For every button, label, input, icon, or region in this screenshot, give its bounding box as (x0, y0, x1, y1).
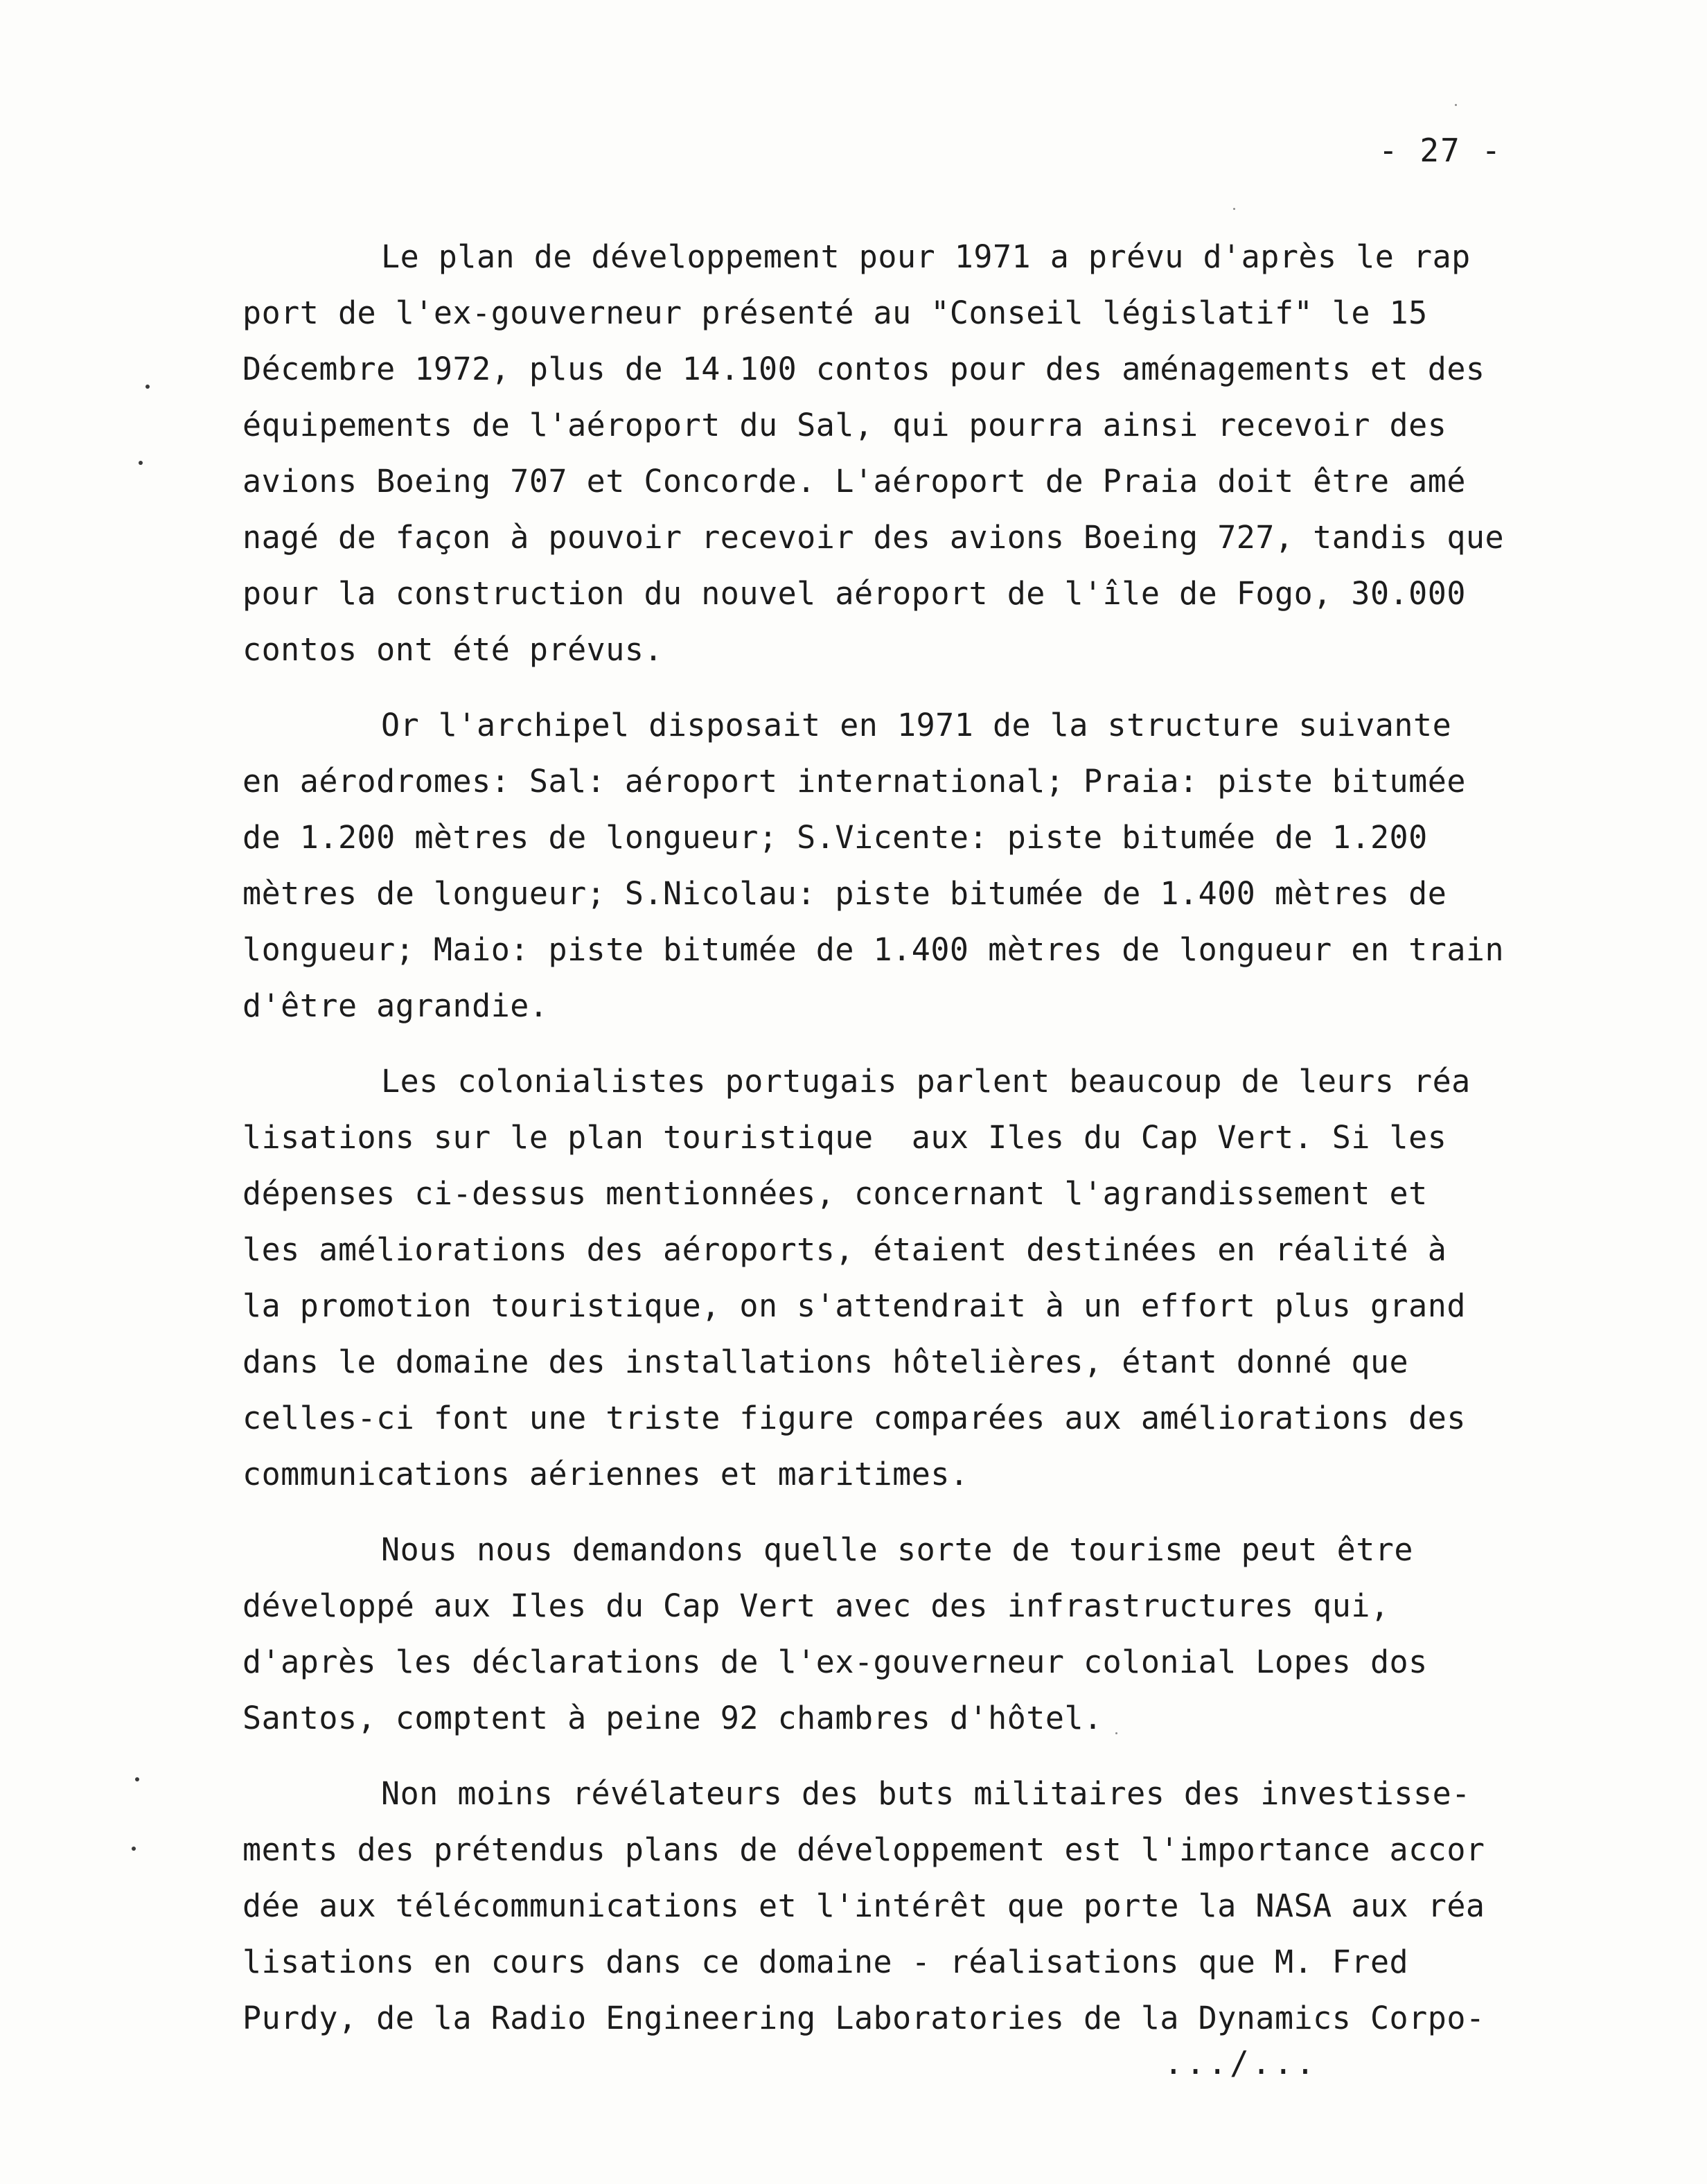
text-line: développé aux Iles du Cap Vert avec des infrastructures qui, (242, 1587, 1390, 1624)
text-line: mètres de longueur; S.Nicolau: piste bitumée de 1.400 mètres de (242, 875, 1447, 912)
text-line: dans le domaine des installations hôtelières, étant donné que (242, 1344, 1409, 1380)
text-line: contos ont été prévus. (242, 631, 664, 668)
paragraph-aerodromes (242, 697, 1600, 1034)
text-line: Non moins révélateurs des buts militaires des investisse- (381, 1775, 1471, 1812)
text-line: nagé de façon à pouvoir recevoir des avions Boeing 727, tandis que (242, 519, 1505, 556)
text-line: celles-ci font une triste figure comparées aux améliorations des (242, 1400, 1466, 1436)
text-line: Décembre 1972, plus de 14.100 contos pour des aménagements et des (242, 351, 1485, 387)
text-line: avions Boeing 707 et Concorde. L'aéroport de Praia doit être amé (242, 463, 1466, 500)
margin-dot (145, 385, 150, 389)
scan-speck (1115, 1732, 1117, 1734)
text-line: d'être agrandie. (242, 987, 549, 1024)
text-line: lisations sur le plan touristique aux Iles du Cap Vert. Si les (242, 1119, 1447, 1156)
text-line: Le plan de développement pour 1971 a prévu d'après le rap (381, 238, 1471, 275)
scan-speck (1455, 104, 1457, 106)
text-line: dée aux télécommunications et l'intérêt que porte la NASA aux réa (242, 1887, 1485, 1924)
text-line: de 1.200 mètres de longueur; S.Vicente: piste bitumée de 1.200 (242, 819, 1428, 856)
page-number: - 27 - (1379, 132, 1503, 169)
text-line: d'après les déclarations de l'ex-gouverneur colonial Lopes dos (242, 1644, 1428, 1680)
text-line: ments des prétendus plans de développement est l'importance accor (242, 1831, 1485, 1868)
text-line: pour la construction du nouvel aéroport de l'île de Fogo, 30.000 (242, 575, 1466, 612)
text-line: équipements de l'aéroport du Sal, qui pourra ainsi recevoir des (242, 407, 1447, 443)
text-line: en aérodromes: Sal: aéroport international; Praia: piste bitumée (242, 763, 1466, 800)
document-body (242, 229, 1600, 2066)
text-line: Santos, comptent à peine 92 chambres d'hôtel. (242, 1700, 1103, 1736)
text-line: les améliorations des aéroports, étaient destinées en réalité à (242, 1231, 1447, 1268)
margin-dot (139, 461, 143, 465)
paragraph-tourism (242, 1053, 1600, 1502)
continuation-mark: .../... (1164, 2044, 1318, 2081)
paragraph-airport-plan (242, 229, 1600, 678)
margin-dot (135, 1777, 139, 1781)
scan-speck (1233, 208, 1235, 210)
text-line: lisations en cours dans ce domaine - réalisations que M. Fred (242, 1944, 1409, 1980)
text-line: communications aériennes et maritimes. (242, 1456, 969, 1492)
paragraph-telecommunications (242, 1765, 1600, 2046)
text-line: port de l'ex-gouverneur présenté au "Conseil législatif" le 15 (242, 294, 1428, 331)
text-line: dépenses ci-dessus mentionnées, concernant l'agrandissement et (242, 1175, 1428, 1212)
text-line: Nous nous demandons quelle sorte de tourisme peut être (381, 1531, 1413, 1568)
text-line: Les colonialistes portugais parlent beaucoup de leurs réa (381, 1063, 1471, 1100)
margin-dot (132, 1847, 136, 1851)
text-line: la promotion touristique, on s'attendrait à un effort plus grand (242, 1287, 1466, 1324)
text-line: Purdy, de la Radio Engineering Laboratories de la Dynamics Corpo- (242, 2000, 1485, 2036)
text-line: Or l'archipel disposait en 1971 de la structure suivante (381, 707, 1452, 743)
paragraph-hotels (242, 1522, 1600, 1746)
text-line: longueur; Maio: piste bitumée de 1.400 mètres de longueur en train (242, 931, 1505, 968)
